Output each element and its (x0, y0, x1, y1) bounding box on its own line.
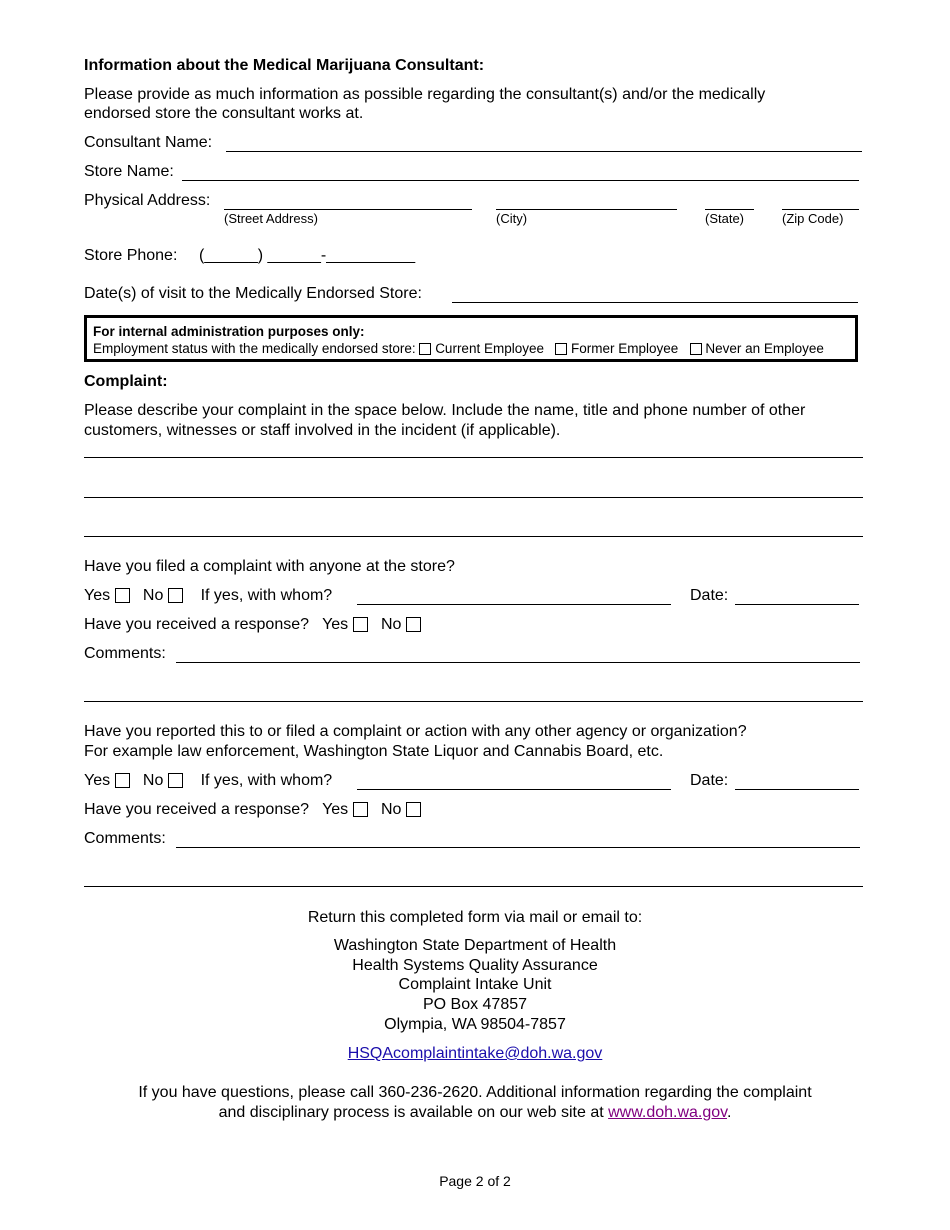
address-line-4: PO Box 47857 (422, 996, 528, 1013)
store-date-label: Date: (690, 587, 729, 604)
store-comments-label: Comments: (84, 645, 166, 662)
agency-response-yes-label: Yes (322, 801, 349, 818)
address-line-3: Complaint Intake Unit (398, 976, 552, 993)
store-comments-line-2[interactable] (84, 701, 863, 702)
former-employee-checkbox[interactable] (555, 343, 567, 355)
consultant-name-label: Consultant Name: (84, 134, 213, 151)
page-number: Page 2 of 2 (439, 1173, 511, 1189)
zip-code-field[interactable] (782, 209, 859, 210)
never-employee-checkbox[interactable] (690, 343, 702, 355)
complaint-line-1[interactable] (84, 457, 863, 458)
agency-response-yes-checkbox[interactable] (353, 802, 368, 817)
agency-response-row (84, 801, 421, 819)
agency-yes-checkbox[interactable] (115, 773, 130, 788)
complaint-intro-line1: Please describe your complaint in the space below. Include the name, title and phone number of other (84, 402, 806, 419)
store-comments-field[interactable] (176, 662, 860, 663)
complaint-heading: Complaint: (84, 373, 168, 390)
complaint-line-3[interactable] (84, 536, 863, 537)
email-row (0, 1045, 950, 1063)
agency-date-field[interactable] (735, 789, 859, 790)
agency-question-line2: For example law enforcement, Washington State Liquor and Cannabis Board, etc. (84, 743, 664, 760)
agency-question-line1: Have you reported this to or filed a complaint or action with any other agency or organization? (84, 723, 747, 740)
agency-response-no-label: No (380, 801, 402, 818)
store-complaint-question: Have you filed a complaint with anyone at the store? (84, 558, 455, 575)
consultant-name-field[interactable] (226, 151, 862, 152)
questions-line-2-prefix: and disciplinary process is available on our web site at (218, 1104, 604, 1121)
return-intro: Return this completed form via mail or email to: (307, 909, 643, 926)
agency-comments-field[interactable] (176, 847, 860, 848)
agency-with-whom-field[interactable] (357, 789, 671, 790)
agency-complaint-row (84, 772, 332, 790)
store-response-no-checkbox[interactable] (406, 617, 421, 632)
website-link[interactable]: www.doh.wa.gov (608, 1104, 727, 1121)
agency-response-no-checkbox[interactable] (406, 802, 421, 817)
store-response-row (84, 616, 421, 634)
address-line-5: Olympia, WA 98504-7857 (384, 1016, 566, 1033)
complaint-line-2[interactable] (84, 497, 863, 498)
complaint-intro-line2: customers, witnesses or staff involved in the incident (if applicable). (84, 422, 561, 439)
store-response-yes-label: Yes (322, 616, 349, 633)
agency-date-label: Date: (690, 772, 729, 789)
agency-no-label: No (142, 772, 164, 789)
store-phone-label: Store Phone: (84, 247, 178, 264)
store-response-yes-checkbox[interactable] (353, 617, 368, 632)
store-complaint-row (84, 587, 332, 605)
state-caption: (State) (705, 211, 745, 226)
never-employee-label: Never an Employee (705, 341, 824, 356)
agency-response-question: Have you received a response? (84, 801, 310, 818)
store-response-question: Have you received a response? (84, 616, 310, 633)
city-field[interactable] (496, 209, 677, 210)
store-date-field[interactable] (735, 604, 859, 605)
store-with-whom-field[interactable] (357, 604, 671, 605)
admin-title: For internal administration purposes only: (93, 324, 365, 339)
agency-no-checkbox[interactable] (168, 773, 183, 788)
state-field[interactable] (705, 209, 754, 210)
store-yes-checkbox[interactable] (115, 588, 130, 603)
visit-dates-label: Date(s) of visit to the Medically Endorsed Store: (84, 285, 422, 302)
current-employee-label: Current Employee (435, 341, 544, 356)
consultant-heading: Information about the Medical Marijuana Consultant: (84, 57, 485, 74)
store-response-no-label: No (380, 616, 402, 633)
questions-line-2-suffix: . (726, 1104, 732, 1121)
store-yes-label: Yes (84, 587, 111, 604)
consultant-intro-line1: Please provide as much information as possible regarding the consultant(s) and/or the medically (84, 86, 766, 103)
admin-status-label: Employment status with the medically endorsed store: (93, 341, 416, 356)
admin-box (84, 315, 858, 362)
store-no-label: No (142, 587, 164, 604)
agency-with-whom-label: If yes, with whom? (200, 772, 333, 789)
consultant-intro-line2: endorsed store the consultant works at. (84, 105, 364, 122)
current-employee-checkbox[interactable] (419, 343, 431, 355)
store-with-whom-label: If yes, with whom? (200, 587, 333, 604)
former-employee-label: Former Employee (571, 341, 679, 356)
agency-comments-label: Comments: (84, 830, 166, 847)
agency-comments-line-2[interactable] (84, 886, 863, 887)
street-address-field[interactable] (224, 209, 472, 210)
store-name-field[interactable] (182, 180, 859, 181)
admin-status-row (93, 340, 849, 357)
address-line-1: Washington State Department of Health (333, 937, 617, 954)
questions-line-2 (0, 1104, 950, 1122)
zip-code-caption: (Zip Code) (782, 211, 844, 226)
store-no-checkbox[interactable] (168, 588, 183, 603)
street-address-caption: (Street Address) (224, 211, 318, 226)
physical-address-label: Physical Address: (84, 192, 211, 209)
visit-dates-field[interactable] (452, 302, 858, 303)
address-line-2: Health Systems Quality Assurance (352, 957, 598, 974)
agency-yes-label: Yes (84, 772, 111, 789)
questions-line-1: If you have questions, please call 360-236-2620. Additional information regarding the complaint (138, 1084, 812, 1101)
store-name-label: Store Name: (84, 163, 174, 180)
email-link[interactable]: HSQAcomplaintintake@doh.wa.gov (347, 1045, 603, 1062)
store-phone-field[interactable]: (______) ______-__________ (199, 247, 416, 264)
city-caption: (City) (496, 211, 528, 226)
